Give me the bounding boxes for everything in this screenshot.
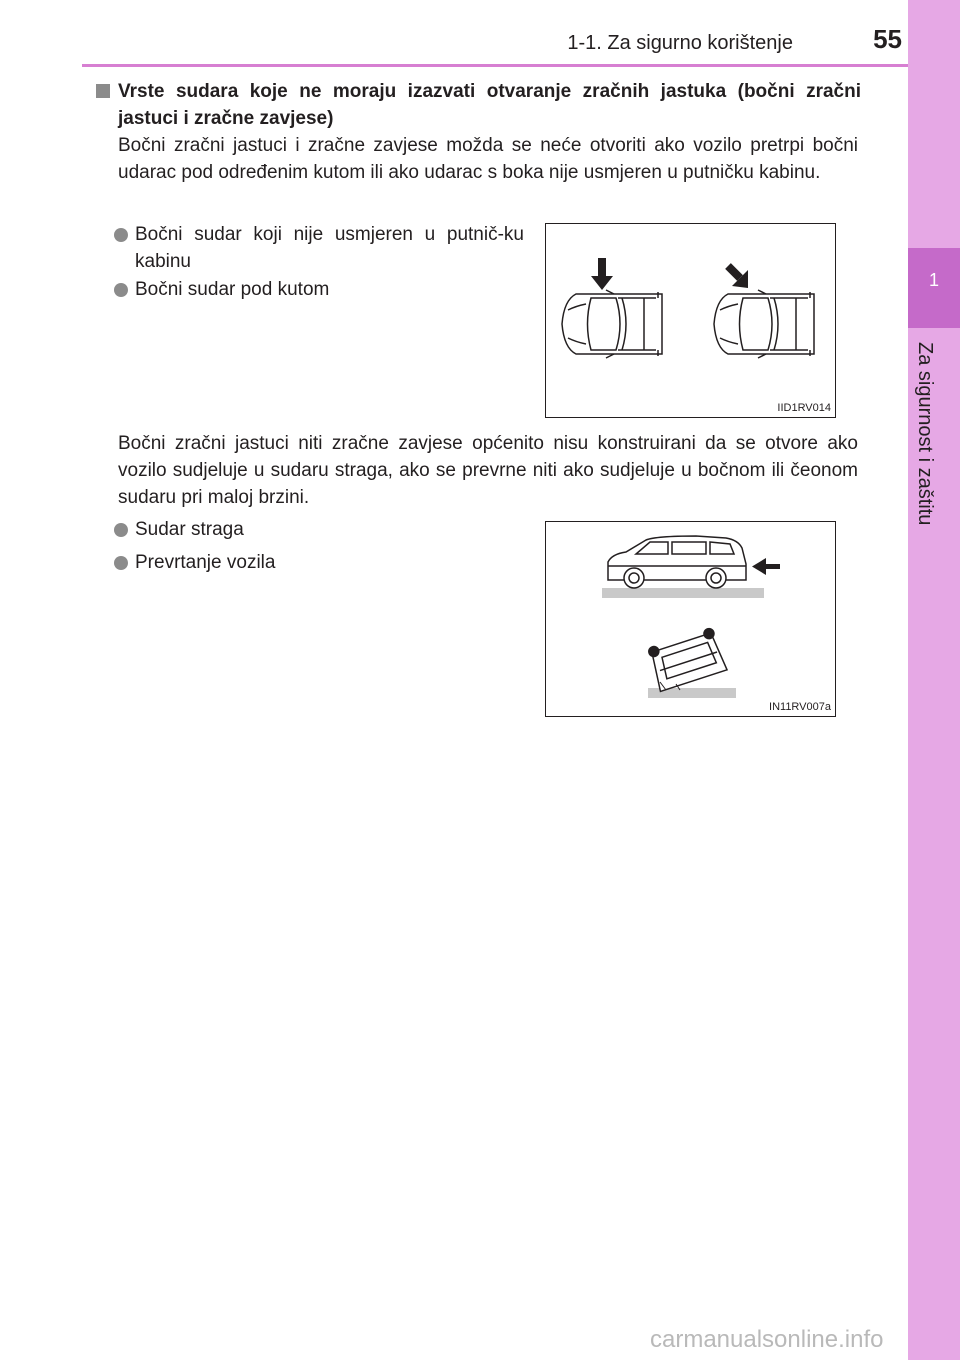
page-number: 55 — [873, 24, 902, 54]
paragraph-side-impact: Bočni zračni jastuci i zračne zavjese možda se neće otvoriti ako vozilo pretrpi bočni udarac pod određenim kutom ili ako udarac s boka nije usmjeren u putničku kabinu. — [118, 135, 858, 183]
list-item — [114, 221, 524, 275]
car-top-view-icon — [714, 290, 814, 358]
overturned-vehicle-icon — [647, 627, 727, 691]
list-item-text: Sudar straga — [135, 519, 244, 540]
car-top-view-icon — [562, 290, 662, 358]
suv-side-view-icon — [608, 536, 746, 588]
list-item — [114, 549, 494, 576]
bullet-dot-icon — [114, 283, 128, 297]
chapter-number: 1 — [928, 270, 939, 290]
bullet-dot-icon — [114, 556, 128, 570]
impact-arrow-icon — [728, 266, 748, 288]
section-heading — [96, 78, 861, 132]
list-item — [114, 516, 494, 543]
list-item-text: Prevrtanje vozila — [135, 552, 276, 573]
impact-arrow-icon — [591, 258, 613, 290]
bullet-dot-icon — [114, 523, 128, 537]
watermark: carmanualsonline.info — [650, 1326, 884, 1353]
figure-code: IN11RV007a — [769, 701, 831, 713]
chapter-side-tab — [908, 0, 960, 1360]
header-divider — [82, 64, 908, 67]
side-impact-illustration — [546, 224, 835, 417]
list-item-text: Bočni sudar pod kutom — [135, 279, 330, 300]
running-header: 1-1. Za sigurno korištenje — [567, 32, 793, 54]
square-bullet-icon — [96, 84, 110, 98]
impact-arrow-icon — [752, 558, 780, 575]
figure-rear-rollover — [545, 521, 836, 717]
list-item — [114, 276, 524, 303]
bullet-dot-icon — [114, 228, 128, 242]
rear-rollover-illustration — [546, 522, 835, 716]
list-item-text: Bočni sudar koji nije usmjeren u putnič-ku kabinu — [135, 224, 524, 272]
figure-side-impact — [545, 223, 836, 418]
chapter-title: Za sigurnost i zaštitu — [914, 342, 936, 526]
paragraph-rear-rollover: Bočni zračni jastuci niti zračne zavjese općenito nisu konstruirani da se otvore ako vozilo sudjeluje u sudaru straga, ako se prevrne niti ako sudjeluje u bočnom ili čeonom sudaru pri maloj brzini. — [118, 433, 858, 508]
figure-code: IID1RV014 — [777, 402, 831, 414]
section-heading-text: Vrste sudara koje ne moraju izazvati otvaranje zračnih jastuka (bočni zračni jastuci i zračne zavjese) — [118, 81, 861, 129]
road-surface — [602, 588, 764, 598]
